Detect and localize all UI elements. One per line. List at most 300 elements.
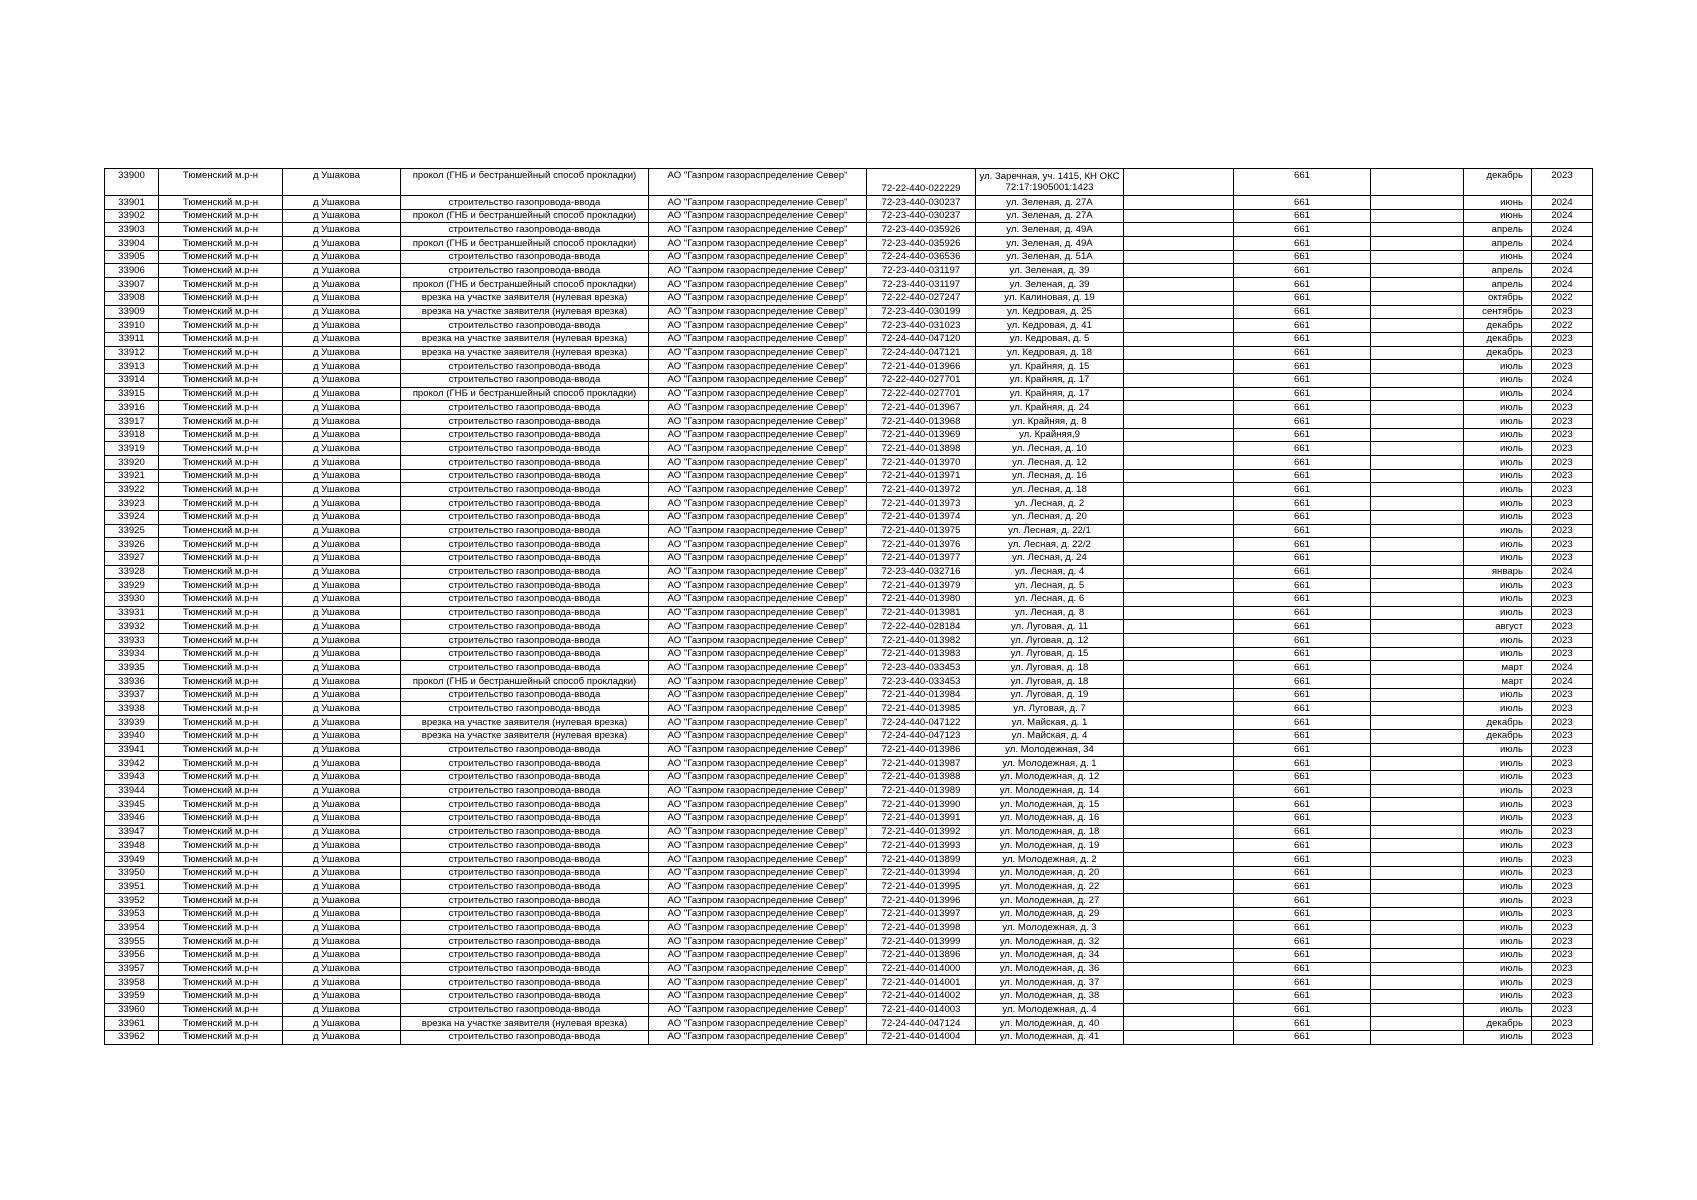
year-cell: 2023 bbox=[1532, 880, 1593, 894]
month-cell: июль bbox=[1464, 387, 1532, 401]
work-type-cell: строительство газопровода-ввода bbox=[401, 415, 649, 429]
table-row bbox=[105, 839, 1593, 853]
address-cell: ул. Лесная, д. 2 bbox=[976, 497, 1124, 511]
code-cell: 661 bbox=[1234, 169, 1371, 196]
row-number-cell: 33948 bbox=[105, 839, 159, 853]
district-cell: Тюменский м.р-н bbox=[159, 743, 283, 757]
month-cell: июль bbox=[1464, 948, 1532, 962]
month-cell: март bbox=[1464, 675, 1532, 689]
application-id-cell: 72-24-440-047123 bbox=[867, 729, 976, 743]
row-number-cell: 33917 bbox=[105, 415, 159, 429]
address-cell: ул. Кедровая, д. 41 bbox=[976, 319, 1124, 333]
row-number-cell: 33929 bbox=[105, 579, 159, 593]
year-cell: 2023 bbox=[1532, 647, 1593, 661]
work-type-cell: строительство газопровода-ввода bbox=[401, 565, 649, 579]
row-number-cell: 33903 bbox=[105, 223, 159, 237]
code-cell: 661 bbox=[1234, 811, 1371, 825]
application-id-cell: 72-21-440-014002 bbox=[867, 989, 976, 1003]
year-cell: 2023 bbox=[1532, 538, 1593, 552]
organization-cell: АО "Газпром газораспределение Север" bbox=[649, 921, 867, 935]
district-cell: Тюменский м.р-н bbox=[159, 825, 283, 839]
organization-cell: АО "Газпром газораспределение Север" bbox=[649, 305, 867, 319]
application-id-cell: 72-23-440-030237 bbox=[867, 196, 976, 210]
year-cell: 2023 bbox=[1532, 770, 1593, 784]
table-row bbox=[105, 497, 1593, 511]
code-cell: 661 bbox=[1234, 360, 1371, 374]
organization-cell: АО "Газпром газораспределение Север" bbox=[649, 456, 867, 470]
empty-cell bbox=[1371, 798, 1464, 812]
month-cell: июль bbox=[1464, 894, 1532, 908]
table-row bbox=[105, 360, 1593, 374]
district-cell: Тюменский м.р-н bbox=[159, 209, 283, 223]
address-cell: ул. Луговая, д. 19 bbox=[976, 688, 1124, 702]
address-cell: ул. Зеленая, д. 27А bbox=[976, 209, 1124, 223]
organization-cell: АО "Газпром газораспределение Север" bbox=[649, 811, 867, 825]
code-cell: 661 bbox=[1234, 620, 1371, 634]
year-cell: 2023 bbox=[1532, 1017, 1593, 1031]
work-type-cell: строительство газопровода-ввода bbox=[401, 538, 649, 552]
table-row bbox=[105, 319, 1593, 333]
year-cell: 2023 bbox=[1532, 688, 1593, 702]
district-cell: Тюменский м.р-н bbox=[159, 305, 283, 319]
year-cell: 2023 bbox=[1532, 360, 1593, 374]
month-cell: июль bbox=[1464, 853, 1532, 867]
address-cell: ул. Зеленая, д. 49А bbox=[976, 223, 1124, 237]
application-id-cell: 72-21-440-013989 bbox=[867, 784, 976, 798]
month-cell: июль bbox=[1464, 647, 1532, 661]
work-type-cell: строительство газопровода-ввода bbox=[401, 1003, 649, 1017]
address-cell: ул. Майская, д. 1 bbox=[976, 716, 1124, 730]
year-cell: 2023 bbox=[1532, 401, 1593, 415]
empty-cell bbox=[1371, 839, 1464, 853]
table-row bbox=[105, 592, 1593, 606]
row-number-cell: 33910 bbox=[105, 319, 159, 333]
row-number-cell: 33946 bbox=[105, 811, 159, 825]
empty-cell bbox=[1371, 894, 1464, 908]
organization-cell: АО "Газпром газораспределение Север" bbox=[649, 264, 867, 278]
work-type-cell: прокол (ГНБ и бестраншейный способ прокладки) bbox=[401, 237, 649, 251]
organization-cell: АО "Газпром газораспределение Север" bbox=[649, 880, 867, 894]
row-number-cell: 33911 bbox=[105, 332, 159, 346]
organization-cell: АО "Газпром газораспределение Север" bbox=[649, 1003, 867, 1017]
organization-cell: АО "Газпром газораспределение Север" bbox=[649, 332, 867, 346]
organization-cell: АО "Газпром газораспределение Север" bbox=[649, 907, 867, 921]
month-cell: декабрь bbox=[1464, 729, 1532, 743]
year-cell: 2024 bbox=[1532, 387, 1593, 401]
village-cell: д Ушакова bbox=[283, 1003, 401, 1017]
month-cell: июль bbox=[1464, 510, 1532, 524]
application-id-cell: 72-21-440-013972 bbox=[867, 483, 976, 497]
address-cell: ул. Молодежная, д. 34 bbox=[976, 948, 1124, 962]
application-id-cell: 72-21-440-013969 bbox=[867, 428, 976, 442]
year-cell: 2023 bbox=[1532, 497, 1593, 511]
village-cell: д Ушакова bbox=[283, 360, 401, 374]
empty-cell bbox=[1371, 442, 1464, 456]
table-row bbox=[105, 579, 1593, 593]
district-cell: Тюменский м.р-н bbox=[159, 620, 283, 634]
code-cell: 661 bbox=[1234, 264, 1371, 278]
organization-cell: АО "Газпром газораспределение Север" bbox=[649, 387, 867, 401]
application-id-cell: 72-21-440-013985 bbox=[867, 702, 976, 716]
address-cell: ул. Майская, д. 4 bbox=[976, 729, 1124, 743]
district-cell: Тюменский м.р-н bbox=[159, 196, 283, 210]
year-cell: 2023 bbox=[1532, 551, 1593, 565]
village-cell: д Ушакова bbox=[283, 319, 401, 333]
organization-cell: АО "Газпром газораспределение Север" bbox=[649, 497, 867, 511]
code-cell: 661 bbox=[1234, 442, 1371, 456]
application-id-cell: 72-22-440-022229 bbox=[867, 169, 976, 196]
empty-cell bbox=[1124, 784, 1234, 798]
table-row bbox=[105, 196, 1593, 210]
work-type-cell: врезка на участке заявителя (нулевая врезка) bbox=[401, 1017, 649, 1031]
code-cell: 661 bbox=[1234, 935, 1371, 949]
code-cell: 661 bbox=[1234, 839, 1371, 853]
address-cell: ул. Заречная, уч. 1415, КН ОКС 72:17:1905001:1423 bbox=[976, 169, 1124, 196]
empty-cell bbox=[1371, 469, 1464, 483]
code-cell: 661 bbox=[1234, 675, 1371, 689]
row-number-cell: 33962 bbox=[105, 1030, 159, 1044]
district-cell: Тюменский м.р-н bbox=[159, 894, 283, 908]
empty-cell bbox=[1124, 551, 1234, 565]
organization-cell: АО "Газпром газораспределение Север" bbox=[649, 237, 867, 251]
empty-cell bbox=[1371, 716, 1464, 730]
application-id-cell: 72-23-440-033453 bbox=[867, 675, 976, 689]
application-id-cell: 72-24-440-047124 bbox=[867, 1017, 976, 1031]
month-cell: июль bbox=[1464, 634, 1532, 648]
empty-cell bbox=[1371, 948, 1464, 962]
empty-cell bbox=[1124, 169, 1234, 196]
work-type-cell: прокол (ГНБ и бестраншейный способ прокладки) bbox=[401, 209, 649, 223]
empty-cell bbox=[1371, 1017, 1464, 1031]
district-cell: Тюменский м.р-н bbox=[159, 510, 283, 524]
application-id-cell: 72-21-440-013991 bbox=[867, 811, 976, 825]
district-cell: Тюменский м.р-н bbox=[159, 716, 283, 730]
work-type-cell: строительство газопровода-ввода bbox=[401, 592, 649, 606]
organization-cell: АО "Газпром газораспределение Север" bbox=[649, 415, 867, 429]
row-number-cell: 33930 bbox=[105, 592, 159, 606]
application-id-cell: 72-21-440-013980 bbox=[867, 592, 976, 606]
code-cell: 661 bbox=[1234, 291, 1371, 305]
empty-cell bbox=[1124, 825, 1234, 839]
table-row bbox=[105, 415, 1593, 429]
application-id-cell: 72-23-440-032716 bbox=[867, 565, 976, 579]
address-cell: ул. Крайняя, д. 17 bbox=[976, 387, 1124, 401]
empty-cell bbox=[1124, 880, 1234, 894]
application-id-cell: 72-21-440-013973 bbox=[867, 497, 976, 511]
organization-cell: АО "Газпром газораспределение Север" bbox=[649, 798, 867, 812]
application-id-cell: 72-21-440-013967 bbox=[867, 401, 976, 415]
address-cell: ул. Лесная, д. 16 bbox=[976, 469, 1124, 483]
code-cell: 661 bbox=[1234, 921, 1371, 935]
table-row bbox=[105, 606, 1593, 620]
empty-cell bbox=[1371, 729, 1464, 743]
work-type-cell: строительство газопровода-ввода bbox=[401, 880, 649, 894]
application-id-cell: 72-23-440-031197 bbox=[867, 278, 976, 292]
code-cell: 661 bbox=[1234, 401, 1371, 415]
code-cell: 661 bbox=[1234, 250, 1371, 264]
empty-cell bbox=[1124, 428, 1234, 442]
empty-cell bbox=[1371, 456, 1464, 470]
month-cell: декабрь bbox=[1464, 346, 1532, 360]
table-row bbox=[105, 976, 1593, 990]
year-cell: 2023 bbox=[1532, 169, 1593, 196]
table-row bbox=[105, 866, 1593, 880]
empty-cell bbox=[1124, 716, 1234, 730]
row-number-cell: 33921 bbox=[105, 469, 159, 483]
month-cell: июль bbox=[1464, 811, 1532, 825]
village-cell: д Ушакова bbox=[283, 839, 401, 853]
year-cell: 2024 bbox=[1532, 675, 1593, 689]
address-cell: ул. Кедровая, д. 18 bbox=[976, 346, 1124, 360]
empty-cell bbox=[1124, 442, 1234, 456]
organization-cell: АО "Газпром газораспределение Север" bbox=[649, 716, 867, 730]
empty-cell bbox=[1124, 497, 1234, 511]
village-cell: д Ушакова bbox=[283, 825, 401, 839]
row-number-cell: 33931 bbox=[105, 606, 159, 620]
row-number-cell: 33947 bbox=[105, 825, 159, 839]
empty-cell bbox=[1124, 510, 1234, 524]
work-type-cell: строительство газопровода-ввода bbox=[401, 962, 649, 976]
empty-cell bbox=[1371, 415, 1464, 429]
address-cell: ул. Молодежная, д. 12 bbox=[976, 770, 1124, 784]
village-cell: д Ушакова bbox=[283, 702, 401, 716]
village-cell: д Ушакова bbox=[283, 784, 401, 798]
address-cell: ул. Молодежная, д. 1 bbox=[976, 757, 1124, 771]
year-cell: 2023 bbox=[1532, 524, 1593, 538]
work-type-cell: строительство газопровода-ввода bbox=[401, 811, 649, 825]
address-cell: ул. Луговая, д. 18 bbox=[976, 661, 1124, 675]
empty-cell bbox=[1371, 634, 1464, 648]
row-number-cell: 33933 bbox=[105, 634, 159, 648]
district-cell: Тюменский м.р-н bbox=[159, 497, 283, 511]
table-row bbox=[105, 483, 1593, 497]
organization-cell: АО "Газпром газораспределение Север" bbox=[649, 401, 867, 415]
month-cell: июль bbox=[1464, 688, 1532, 702]
month-cell: июль bbox=[1464, 798, 1532, 812]
application-id-cell: 72-24-440-047120 bbox=[867, 332, 976, 346]
work-type-cell: строительство газопровода-ввода bbox=[401, 757, 649, 771]
village-cell: д Ушакова bbox=[283, 442, 401, 456]
empty-cell bbox=[1371, 866, 1464, 880]
village-cell: д Ушакова bbox=[283, 716, 401, 730]
table-row bbox=[105, 250, 1593, 264]
year-cell: 2024 bbox=[1532, 209, 1593, 223]
application-id-cell: 72-21-440-013975 bbox=[867, 524, 976, 538]
address-cell: ул. Кедровая, д. 5 bbox=[976, 332, 1124, 346]
work-type-cell: строительство газопровода-ввода bbox=[401, 1030, 649, 1044]
empty-cell bbox=[1371, 921, 1464, 935]
code-cell: 661 bbox=[1234, 415, 1371, 429]
empty-cell bbox=[1371, 497, 1464, 511]
month-cell: декабрь bbox=[1464, 169, 1532, 196]
empty-cell bbox=[1371, 976, 1464, 990]
year-cell: 2023 bbox=[1532, 839, 1593, 853]
empty-cell bbox=[1124, 319, 1234, 333]
table-row bbox=[105, 373, 1593, 387]
table-row bbox=[105, 948, 1593, 962]
address-cell: ул. Молодежная, д. 3 bbox=[976, 921, 1124, 935]
code-cell: 661 bbox=[1234, 209, 1371, 223]
table-row bbox=[105, 237, 1593, 251]
empty-cell bbox=[1371, 332, 1464, 346]
month-cell: октябрь bbox=[1464, 291, 1532, 305]
organization-cell: АО "Газпром газораспределение Север" bbox=[649, 538, 867, 552]
village-cell: д Ушакова bbox=[283, 743, 401, 757]
application-id-cell: 72-21-440-013994 bbox=[867, 866, 976, 880]
empty-cell bbox=[1371, 688, 1464, 702]
table-row bbox=[105, 209, 1593, 223]
year-cell: 2023 bbox=[1532, 962, 1593, 976]
village-cell: д Ушакова bbox=[283, 373, 401, 387]
work-type-cell: врезка на участке заявителя (нулевая врезка) bbox=[401, 305, 649, 319]
year-cell: 2024 bbox=[1532, 278, 1593, 292]
table-row bbox=[105, 332, 1593, 346]
work-type-cell: врезка на участке заявителя (нулевая врезка) bbox=[401, 332, 649, 346]
address-cell: ул. Молодежная, д. 27 bbox=[976, 894, 1124, 908]
address-cell: ул. Зеленая, д. 49А bbox=[976, 237, 1124, 251]
empty-cell bbox=[1371, 962, 1464, 976]
work-type-cell: строительство газопровода-ввода bbox=[401, 688, 649, 702]
district-cell: Тюменский м.р-н bbox=[159, 264, 283, 278]
empty-cell bbox=[1124, 798, 1234, 812]
empty-cell bbox=[1124, 250, 1234, 264]
work-type-cell: строительство газопровода-ввода bbox=[401, 907, 649, 921]
empty-cell bbox=[1371, 675, 1464, 689]
year-cell: 2023 bbox=[1532, 798, 1593, 812]
district-cell: Тюменский м.р-н bbox=[159, 962, 283, 976]
table-row bbox=[105, 688, 1593, 702]
application-id-cell: 72-22-440-028184 bbox=[867, 620, 976, 634]
empty-cell bbox=[1124, 675, 1234, 689]
work-type-cell: прокол (ГНБ и бестраншейный способ прокладки) bbox=[401, 387, 649, 401]
table-row bbox=[105, 647, 1593, 661]
village-cell: д Ушакова bbox=[283, 675, 401, 689]
empty-cell bbox=[1124, 305, 1234, 319]
year-cell: 2023 bbox=[1532, 332, 1593, 346]
village-cell: д Ушакова bbox=[283, 579, 401, 593]
organization-cell: АО "Газпром газораспределение Север" bbox=[649, 976, 867, 990]
application-id-cell: 72-23-440-033453 bbox=[867, 661, 976, 675]
application-id-cell: 72-21-440-014000 bbox=[867, 962, 976, 976]
organization-cell: АО "Газпром газораспределение Север" bbox=[649, 346, 867, 360]
application-id-cell: 72-21-440-013996 bbox=[867, 894, 976, 908]
work-type-cell: прокол (ГНБ и бестраншейный способ прокладки) bbox=[401, 278, 649, 292]
month-cell: декабрь bbox=[1464, 716, 1532, 730]
application-id-cell: 72-21-440-013997 bbox=[867, 907, 976, 921]
year-cell: 2024 bbox=[1532, 250, 1593, 264]
empty-cell bbox=[1124, 770, 1234, 784]
code-cell: 661 bbox=[1234, 428, 1371, 442]
year-cell: 2023 bbox=[1532, 456, 1593, 470]
empty-cell bbox=[1124, 264, 1234, 278]
empty-cell bbox=[1124, 866, 1234, 880]
year-cell: 2023 bbox=[1532, 415, 1593, 429]
row-number-cell: 33943 bbox=[105, 770, 159, 784]
empty-cell bbox=[1371, 223, 1464, 237]
application-id-cell: 72-21-440-013986 bbox=[867, 743, 976, 757]
year-cell: 2023 bbox=[1532, 620, 1593, 634]
village-cell: д Ушакова bbox=[283, 538, 401, 552]
village-cell: д Ушакова bbox=[283, 866, 401, 880]
code-cell: 661 bbox=[1234, 976, 1371, 990]
organization-cell: АО "Газпром газораспределение Север" bbox=[649, 675, 867, 689]
table-row bbox=[105, 880, 1593, 894]
empty-cell bbox=[1124, 757, 1234, 771]
row-number-cell: 33951 bbox=[105, 880, 159, 894]
empty-cell bbox=[1371, 305, 1464, 319]
district-cell: Тюменский м.р-н bbox=[159, 592, 283, 606]
month-cell: июль bbox=[1464, 442, 1532, 456]
village-cell: д Ушакова bbox=[283, 962, 401, 976]
address-cell: ул. Молодежная, д. 2 bbox=[976, 853, 1124, 867]
year-cell: 2023 bbox=[1532, 716, 1593, 730]
code-cell: 661 bbox=[1234, 729, 1371, 743]
empty-cell bbox=[1124, 538, 1234, 552]
village-cell: д Ушакова bbox=[283, 264, 401, 278]
table-row bbox=[105, 743, 1593, 757]
empty-cell bbox=[1124, 1003, 1234, 1017]
district-cell: Тюменский м.р-н bbox=[159, 332, 283, 346]
organization-cell: АО "Газпром газораспределение Север" bbox=[649, 223, 867, 237]
code-cell: 661 bbox=[1234, 456, 1371, 470]
year-cell: 2024 bbox=[1532, 565, 1593, 579]
month-cell: июль bbox=[1464, 415, 1532, 429]
table-row bbox=[105, 989, 1593, 1003]
code-cell: 661 bbox=[1234, 196, 1371, 210]
month-cell: июль bbox=[1464, 880, 1532, 894]
address-cell: ул. Луговая, д. 15 bbox=[976, 647, 1124, 661]
empty-cell bbox=[1371, 770, 1464, 784]
work-type-cell: строительство газопровода-ввода bbox=[401, 743, 649, 757]
application-id-cell: 72-21-440-013988 bbox=[867, 770, 976, 784]
row-number-cell: 33916 bbox=[105, 401, 159, 415]
village-cell: д Ушакова bbox=[283, 250, 401, 264]
work-type-cell: врезка на участке заявителя (нулевая врезка) bbox=[401, 346, 649, 360]
organization-cell: АО "Газпром газораспределение Север" bbox=[649, 962, 867, 976]
month-cell: июль bbox=[1464, 469, 1532, 483]
code-cell: 661 bbox=[1234, 757, 1371, 771]
address-cell: ул. Зеленая, д. 39 bbox=[976, 264, 1124, 278]
village-cell: д Ушакова bbox=[283, 894, 401, 908]
table-row bbox=[105, 305, 1593, 319]
work-type-cell: строительство газопровода-ввода bbox=[401, 702, 649, 716]
work-type-cell: врезка на участке заявителя (нулевая врезка) bbox=[401, 291, 649, 305]
row-number-cell: 33927 bbox=[105, 551, 159, 565]
village-cell: д Ушакова bbox=[283, 880, 401, 894]
code-cell: 661 bbox=[1234, 1003, 1371, 1017]
work-type-cell: строительство газопровода-ввода bbox=[401, 360, 649, 374]
work-type-cell: строительство газопровода-ввода bbox=[401, 921, 649, 935]
organization-cell: АО "Газпром газораспределение Север" bbox=[649, 169, 867, 196]
empty-cell bbox=[1371, 524, 1464, 538]
application-id-cell: 72-22-440-027247 bbox=[867, 291, 976, 305]
row-number-cell: 33949 bbox=[105, 853, 159, 867]
row-number-cell: 33936 bbox=[105, 675, 159, 689]
application-id-cell: 72-23-440-035926 bbox=[867, 223, 976, 237]
row-number-cell: 33925 bbox=[105, 524, 159, 538]
application-id-cell: 72-23-440-031023 bbox=[867, 319, 976, 333]
district-cell: Тюменский м.р-н bbox=[159, 1003, 283, 1017]
organization-cell: АО "Газпром газораспределение Север" bbox=[649, 634, 867, 648]
village-cell: д Ушакова bbox=[283, 169, 401, 196]
table-row bbox=[105, 620, 1593, 634]
work-type-cell: строительство газопровода-ввода bbox=[401, 853, 649, 867]
month-cell: июль bbox=[1464, 579, 1532, 593]
village-cell: д Ушакова bbox=[283, 907, 401, 921]
empty-cell bbox=[1124, 620, 1234, 634]
empty-cell bbox=[1124, 209, 1234, 223]
empty-cell bbox=[1371, 757, 1464, 771]
